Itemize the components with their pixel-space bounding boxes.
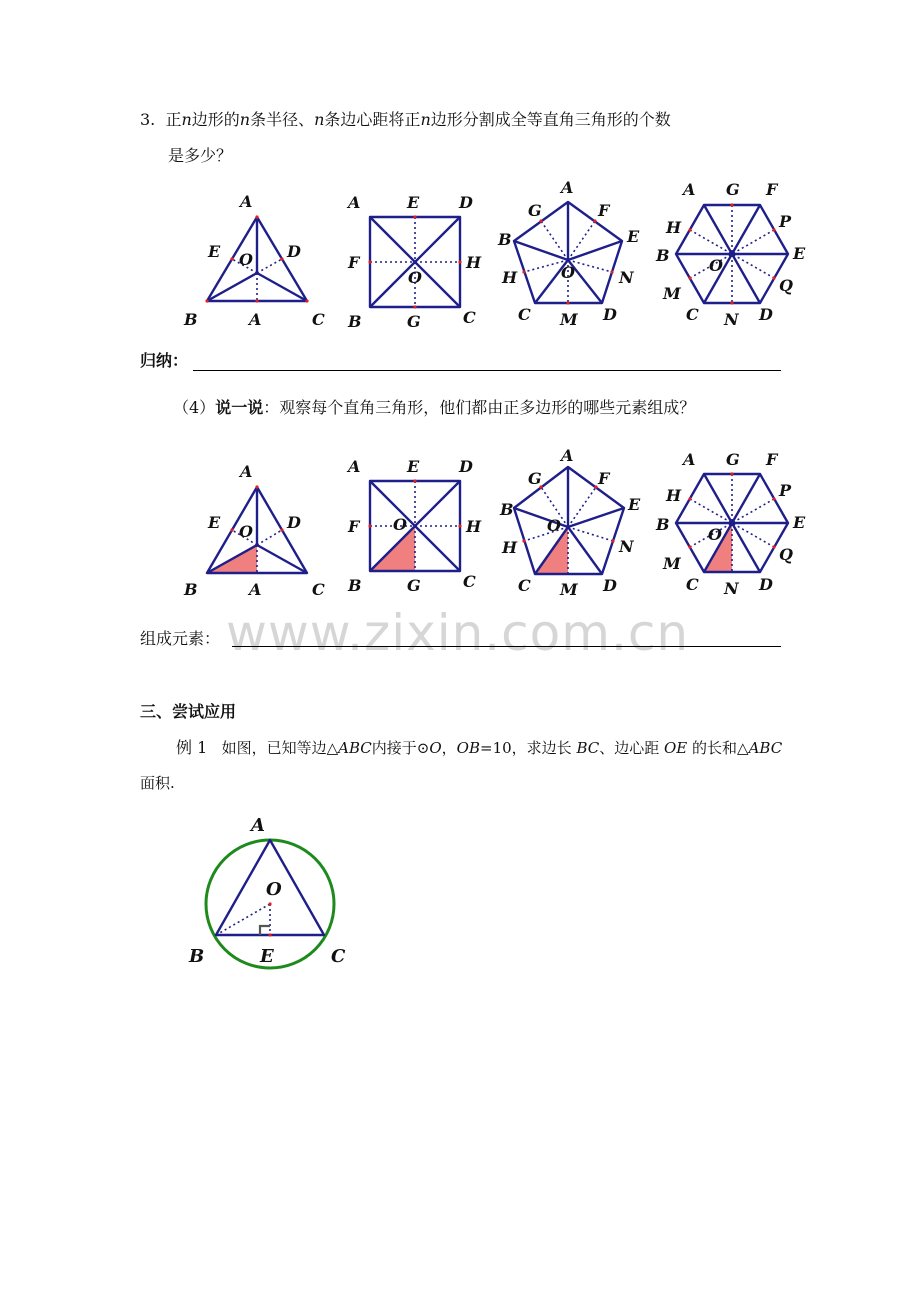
label-H: H [466, 517, 482, 536]
label-F: F [766, 180, 778, 199]
label-D: D [287, 513, 301, 532]
label-N: N [724, 579, 739, 598]
label-E: E [627, 227, 640, 246]
label-F: F [348, 253, 360, 272]
label-O: O [708, 525, 722, 544]
section-3-heading: 三、尝试应用 [140, 702, 237, 721]
summary-label: 归纳： [140, 351, 189, 370]
label-O: O [561, 263, 575, 282]
question-3-line-1: 3. 正n边形的n条半径、n条边心距将正n边形分割成全等直角三角形的个数 [140, 110, 671, 129]
example-label: 例 1 [176, 738, 208, 757]
label-B: B [500, 500, 514, 519]
label-F: F [598, 201, 610, 220]
triangle-figure-1 [183, 192, 325, 329]
figure-row-1 [0, 175, 920, 335]
label-D: D [603, 576, 617, 595]
label-P: P [779, 481, 792, 500]
label-N: N [724, 310, 739, 329]
pentagon-figure-2 [499, 446, 641, 599]
label-B: B [348, 576, 362, 595]
question-3-line-2: 是多少？ [168, 146, 233, 165]
label-A: A [251, 815, 265, 836]
square-figure-1 [346, 193, 482, 331]
label-B: B [189, 946, 205, 967]
watermark: www.zixin.com.cn [226, 604, 690, 662]
label-G: G [726, 180, 740, 199]
label-C: C [518, 576, 531, 595]
label-C: C [312, 310, 325, 329]
label-A: A [561, 446, 574, 465]
label-H: H [502, 268, 518, 287]
label-M: M [663, 554, 681, 573]
label-G: G [726, 450, 740, 469]
label-G: G [528, 201, 542, 220]
label-B: B [498, 230, 512, 249]
label-D: D [459, 457, 473, 476]
label-B: B [184, 580, 198, 599]
label-E: E [793, 513, 806, 532]
label-B: B [656, 246, 670, 265]
label-H: H [666, 218, 682, 237]
label-D: D [759, 575, 773, 594]
label-O: O [547, 516, 561, 535]
label-P: P [779, 212, 792, 231]
elements-answer-line [232, 646, 781, 647]
question-number: 3. [140, 110, 156, 129]
example-1-line-2: 面积. [140, 774, 175, 792]
pentagon-figure-1 [497, 178, 640, 329]
label-E: E [208, 242, 221, 261]
hexagon-figure-1 [655, 180, 806, 329]
label-C: C [686, 575, 699, 594]
label-A: A [240, 192, 253, 211]
label-E: E [407, 193, 420, 212]
label-B: B [348, 312, 362, 331]
label-H: H [466, 253, 482, 272]
label-E: E [260, 946, 274, 967]
label-E: E [208, 513, 221, 532]
label-C: C [463, 572, 476, 591]
label-D: D [459, 193, 473, 212]
label-B: B [184, 310, 198, 329]
label-C: C [463, 308, 476, 327]
label-C: C [686, 305, 699, 324]
label-M: M [560, 310, 578, 329]
summary-answer-line [193, 370, 781, 371]
label-A-bottom: A [249, 310, 262, 329]
elements-label: 组成元素： [140, 629, 221, 648]
label-E: E [407, 457, 420, 476]
label-C: C [331, 946, 346, 967]
label-N: N [619, 537, 634, 556]
right-angle-mark [260, 926, 270, 935]
label-O: O [709, 256, 723, 275]
label-E: E [793, 244, 806, 263]
label-N: N [619, 268, 634, 287]
square-figure-2 [346, 457, 482, 595]
label-H: H [666, 486, 682, 505]
label-O: O [393, 515, 407, 534]
label-E: E [628, 495, 641, 514]
label-B: B [656, 515, 670, 534]
label-F: F [598, 469, 610, 488]
label-A: A [561, 178, 574, 197]
label-O: O [239, 250, 253, 269]
label-G: G [528, 469, 542, 488]
label-F: F [766, 450, 778, 469]
part-4-prompt: （4）说一说：观察每个直角三角形，他们都由正多边形的哪些元素组成？ [173, 398, 696, 417]
triangle-figure-2 [183, 462, 325, 599]
label-C: C [518, 305, 531, 324]
hexagon-figure-2 [655, 450, 806, 598]
label-O: O [239, 522, 253, 541]
label-G: G [407, 312, 421, 331]
label-A: A [683, 450, 696, 469]
label-O: O [408, 268, 422, 287]
label-M: M [663, 284, 681, 303]
label-A: A [683, 180, 696, 199]
label-M: M [560, 580, 578, 599]
label-D: D [603, 305, 617, 324]
label-D: D [759, 305, 773, 324]
label-F: F [348, 517, 360, 536]
label-C: C [312, 580, 325, 599]
label-Q: Q [779, 276, 793, 295]
label-A: A [240, 462, 253, 481]
inscribed-triangle-figure [180, 810, 370, 980]
example-1-line-1: 例 1 如图，已知等边△ABC内接于⊙O，OB=10，求边长 BC、边心距 OE 的长和△ABC [176, 738, 783, 757]
label-A: A [348, 193, 361, 212]
label-O: O [266, 879, 282, 900]
label-A-bottom: A [249, 580, 262, 599]
figure-row-2 [0, 445, 920, 605]
label-H: H [502, 538, 518, 557]
label-D: D [287, 242, 301, 261]
label-Q: Q [779, 545, 793, 564]
label-A: A [348, 457, 361, 476]
label-G: G [407, 576, 421, 595]
